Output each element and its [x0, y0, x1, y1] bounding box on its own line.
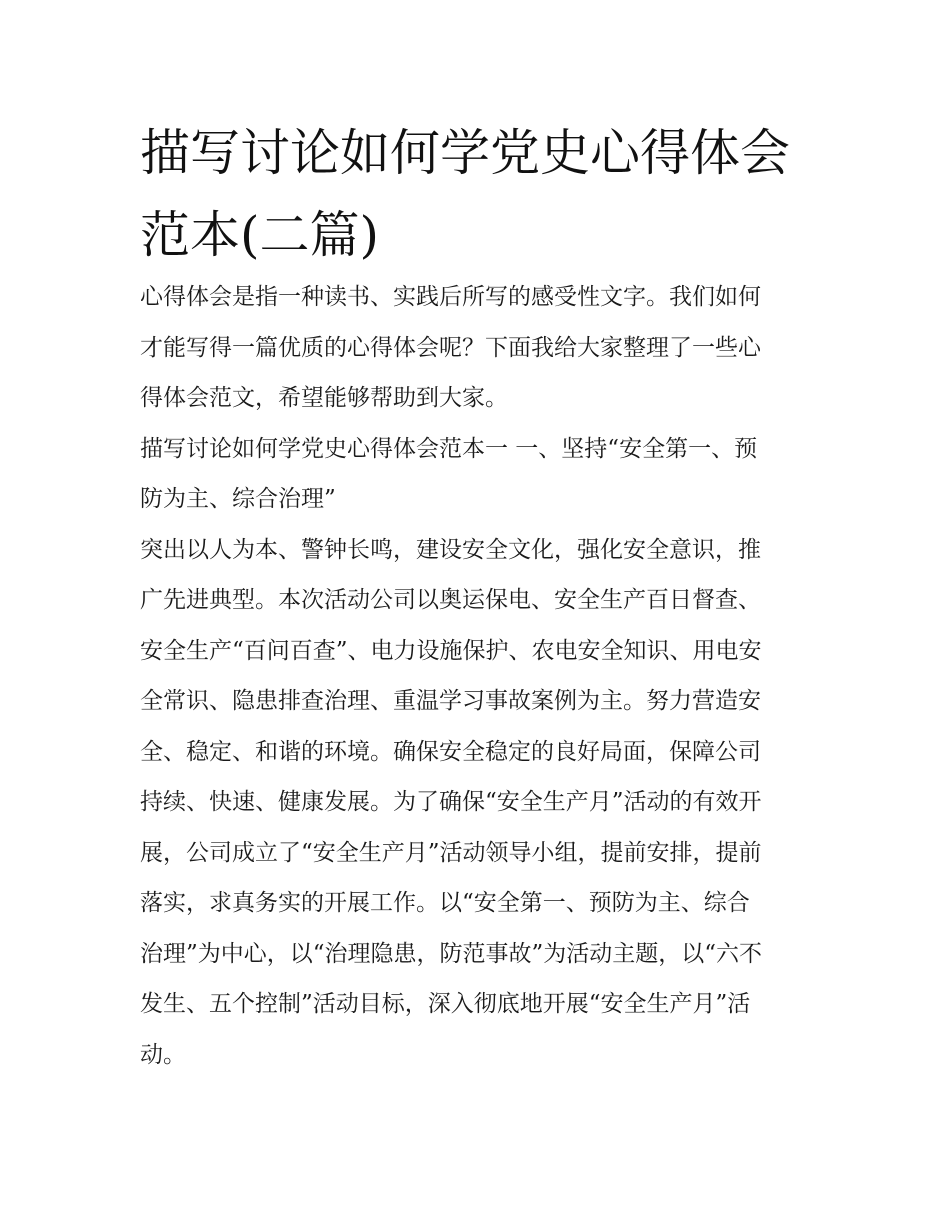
document-title [140, 112, 810, 276]
title-line: 范本(二篇) [140, 206, 380, 264]
body-line: 安全生产“百问百查”、电力设施保护、农电安全知识、用电安 [140, 637, 762, 664]
body-line: 心得体会是指一种读书、实践后所写的感受性文字。我们如何 [140, 284, 761, 310]
body-line: 发生、五个控制”活动目标，深入彻底地开展“安全生产月”活 [140, 991, 751, 1017]
document-body [140, 272, 820, 1080]
title-line: 描写讨论如何学党史心得体会 [140, 124, 790, 182]
body-line: 落实，求真务实的开展工作。以“安全第一、预防为主、综合 [140, 890, 750, 916]
body-line: 展，公司成立了“安全生产月”活动领导小组，提前安排，提前 [140, 839, 762, 866]
body-line: 持续、快速、健康发展。为了确保“安全生产月”活动的有效开 [140, 789, 762, 815]
body-line: 突出以人为本、警钟长鸣，建设安全文化，强化安全意识，推 [140, 536, 761, 563]
body-line: 动。 [140, 1041, 186, 1068]
body-line: 得体会范文，希望能够帮助到大家。 [140, 385, 508, 411]
body-line: 全常识、隐患排查治理、重温学习事故案例为主。努力营造安 [140, 688, 761, 714]
body-line: 防为主、综合治理” [140, 486, 336, 512]
body-line: 才能写得一篇优质的心得体会呢？下面我给大家整理了一些心 [140, 334, 761, 361]
body-line: 描写讨论如何学党史心得体会范本一 一、坚持“安全第一、预 [140, 435, 758, 462]
body-line: 治理”为中心，以“治理隐患，防范事故”为活动主题，以“六不 [140, 940, 763, 967]
body-line: 全、稳定、和谐的环境。确保安全稳定的良好局面，保障公司 [140, 738, 761, 765]
body-line: 广先进典型。本次活动公司以奥运保电、安全生产百日督查、 [140, 587, 761, 613]
